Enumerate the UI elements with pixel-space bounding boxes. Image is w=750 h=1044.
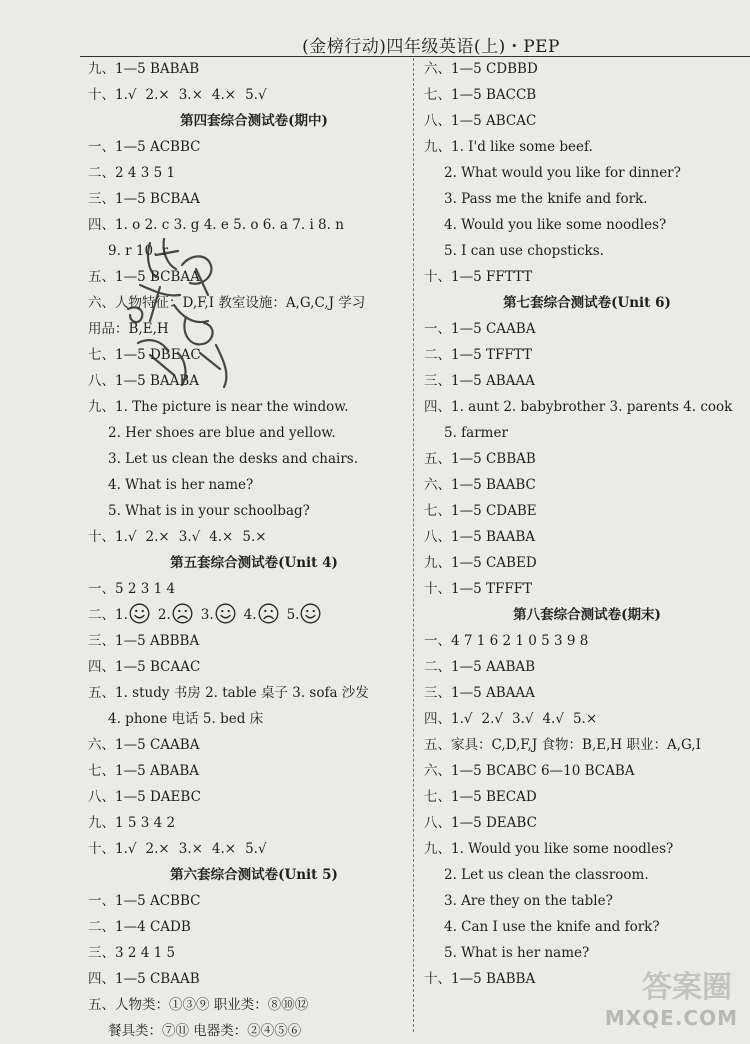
- answer-line: 五、1. study 书房 2. table 桌子 3. sofa 沙发: [88, 685, 369, 701]
- answer-line: [88, 524, 410, 550]
- answer-line: 一、1—5 ACBBC: [88, 893, 201, 909]
- answer-line: 三、1—5 ABBBA: [88, 633, 200, 649]
- face-label: 5.: [286, 607, 300, 623]
- answer-line: 四、1. o 2. c 3. g 4. e 5. o 6. a 7. i 8. n: [88, 217, 344, 233]
- answer-line: 二、1—5 TFFTT: [424, 347, 532, 363]
- sad-face-icon: [172, 603, 193, 624]
- answer-line: 4. Would you like some noodles?: [444, 217, 667, 233]
- judgement-mark: 1.√: [115, 841, 137, 857]
- question-number: 十、: [88, 529, 115, 545]
- face-label: 3.: [200, 607, 214, 623]
- answer-line: 4. Can I use the knife and fork?: [444, 919, 660, 935]
- judgement-mark: 3.×: [178, 87, 203, 103]
- section-heading: 第八套综合测试卷(期末): [513, 607, 661, 623]
- section-heading: 第七套综合测试卷(Unit 6): [503, 295, 671, 311]
- judgement-mark: 1.√: [451, 711, 473, 727]
- smiley-face-icon: [215, 603, 236, 624]
- answer-line: 一、1—5 ACBBC: [88, 139, 201, 155]
- judgement-mark: 2.×: [145, 841, 170, 857]
- answer-line: 七、1—5 BECAD: [424, 789, 537, 805]
- answer-line: 3. Let us clean the desks and chairs.: [108, 451, 358, 467]
- answer-line: 五、1—5 CBBAB: [424, 451, 536, 467]
- answer-line: 三、3 2 4 1 5: [88, 945, 176, 961]
- answer-line: 九、1. The picture is near the window.: [88, 399, 349, 415]
- face-label: 2.: [157, 607, 171, 623]
- answer-line: 一、4 7 1 6 2 1 0 5 3 9 8: [424, 633, 589, 649]
- judgement-mark: 3.√: [511, 711, 534, 727]
- answer-line: 5. I can use chopsticks.: [444, 243, 604, 259]
- judgement-mark: 2.×: [145, 529, 170, 545]
- smiley-face-icon: [129, 603, 150, 624]
- answer-line: 九、1. Would you like some noodles?: [424, 841, 674, 857]
- answer-line: 五、家具：C,D,F,J 食物：B,E,H 职业：A,G,I: [424, 737, 701, 753]
- answer-line: 六、1—5 CAABA: [88, 737, 200, 753]
- answer-line: 四、1. aunt 2. babybrother 3. parents 4. cook: [424, 399, 733, 415]
- answer-line: 四、1—5 CBAAB: [88, 971, 200, 987]
- watermark-logo-text: 答案圈: [642, 970, 732, 1005]
- column-divider: [413, 58, 414, 1032]
- answer-line: 2. Let us clean the classroom.: [444, 867, 649, 883]
- answer-line: 七、1—5 BACCB: [424, 87, 537, 103]
- answer-line: 3. Pass me the knife and fork.: [444, 191, 648, 207]
- smiley-face-icon: [300, 603, 321, 624]
- judgement-mark: 5.√: [245, 841, 267, 857]
- judgement-mark: 4.×: [211, 87, 237, 103]
- section-heading: 第六套综合测试卷(Unit 5): [170, 867, 338, 883]
- answer-line: 八、1—5 BAABA: [88, 373, 200, 389]
- answer-line: 3. Are they on the table?: [444, 893, 613, 909]
- section-heading: 第五套综合测试卷(Unit 4): [170, 555, 338, 571]
- answer-line: 八、1—5 DEABC: [424, 815, 537, 831]
- answer-line: 九、1. I'd like some beef.: [424, 139, 593, 155]
- answer-column-right: [424, 56, 750, 992]
- judgement-mark: 1.√: [115, 87, 137, 103]
- answer-line: 2. What would you like for dinner?: [444, 165, 681, 181]
- answer-line: [88, 602, 410, 628]
- answer-line: 三、1—5 BCBAA: [88, 191, 200, 207]
- answer-line: 二、1—4 CADB: [88, 919, 191, 935]
- judgement-mark: 5.×: [242, 529, 267, 545]
- answer-line: 一、5 2 3 1 4: [88, 581, 176, 597]
- sad-face-icon: [258, 603, 279, 624]
- answer-line: 三、1—5 ABAAA: [424, 373, 535, 389]
- watermark-url: MXQE.COM: [604, 1006, 738, 1030]
- answer-line: 五、人物类：①③⑨ 职业类：⑧⑩⑫: [88, 997, 309, 1013]
- section-heading: 第四套综合测试卷(期中): [180, 113, 328, 129]
- judgement-mark: 4.×: [209, 529, 234, 545]
- answer-line: 六、1—5 CDBBD: [424, 61, 538, 77]
- answer-line: 八、1—5 ABCAC: [424, 113, 537, 129]
- answer-line: 九、1—5 CABED: [424, 555, 537, 571]
- answer-line: 七、1—5 ABABA: [88, 763, 200, 779]
- judgement-mark: 4.√: [542, 711, 564, 727]
- answer-line: 一、1—5 CAABA: [424, 321, 536, 337]
- question-number: 二、: [88, 607, 115, 623]
- question-number: 十、: [88, 841, 115, 857]
- judgement-mark: 3.√: [178, 529, 201, 545]
- judgement-mark: 2.√: [481, 711, 503, 727]
- answer-line: 餐具类：⑦⑪ 电器类：②④⑤⑥: [108, 1023, 302, 1039]
- answer-line: 4. What is her name?: [108, 477, 254, 493]
- judgement-mark: 4.×: [211, 841, 237, 857]
- judgement-mark: 5.×: [572, 711, 598, 727]
- face-label: 1.: [115, 607, 128, 623]
- answer-line: 2. Her shoes are blue and yellow.: [108, 425, 336, 441]
- judgement-mark: 3.×: [178, 841, 203, 857]
- answer-line: 六、1—5 BAABC: [424, 477, 536, 493]
- answer-line: 四、1—5 BCAAC: [88, 659, 201, 675]
- answer-line: 七、1—5 DBEAC: [88, 347, 201, 363]
- answer-line: [88, 836, 410, 862]
- answer-line: 七、1—5 CDABE: [424, 503, 537, 519]
- judgement-mark: 5.√: [245, 87, 267, 103]
- answer-line: [424, 706, 750, 732]
- answer-line: 二、2 4 3 5 1: [88, 165, 176, 181]
- answer-line: 5. What is in your schoolbag?: [108, 503, 310, 519]
- answer-column-left: [88, 56, 410, 1044]
- answer-line: 六、1—5 BCABC 6—10 BCABA: [424, 763, 635, 779]
- answer-line: 十、1—5 FFTTT: [424, 269, 533, 285]
- face-label: 4.: [243, 607, 257, 623]
- answer-line: 十、1—5 TFFFT: [424, 581, 533, 597]
- answer-line: 九、1 5 3 4 2: [88, 815, 176, 831]
- judgement-mark: 1.√: [115, 529, 137, 545]
- answer-line: 五、1—5 BCBAA: [88, 269, 200, 285]
- page-title: (金榜行动)四年级英语(上)・PEP: [302, 37, 560, 57]
- answer-line: 5. What is her name?: [444, 945, 590, 961]
- answer-line: 八、1—5 DAEBC: [88, 789, 201, 805]
- answer-line: 八、1—5 BAABA: [424, 529, 536, 545]
- judgement-mark: 2.×: [145, 87, 170, 103]
- answer-line: 三、1—5 ABAAA: [424, 685, 535, 701]
- answer-line: 5. farmer: [444, 425, 508, 441]
- answer-line: 4. phone 电话 5. bed 床: [108, 711, 264, 727]
- answer-line: [88, 82, 410, 108]
- answer-line: 二、1—5 AABAB: [424, 659, 536, 675]
- answer-line: 六、人物特征：D,F,I 教室设施：A,G,C,J 学习: [88, 295, 366, 311]
- question-number: 十、: [88, 87, 115, 103]
- answer-line: 用品：B,E,H: [88, 321, 169, 337]
- answer-line: 9. r 10. r: [108, 243, 169, 259]
- answer-line: 十、1—5 BABBA: [424, 971, 536, 987]
- question-number: 四、: [424, 711, 451, 727]
- answer-line: 九、1—5 BABAB: [88, 61, 200, 77]
